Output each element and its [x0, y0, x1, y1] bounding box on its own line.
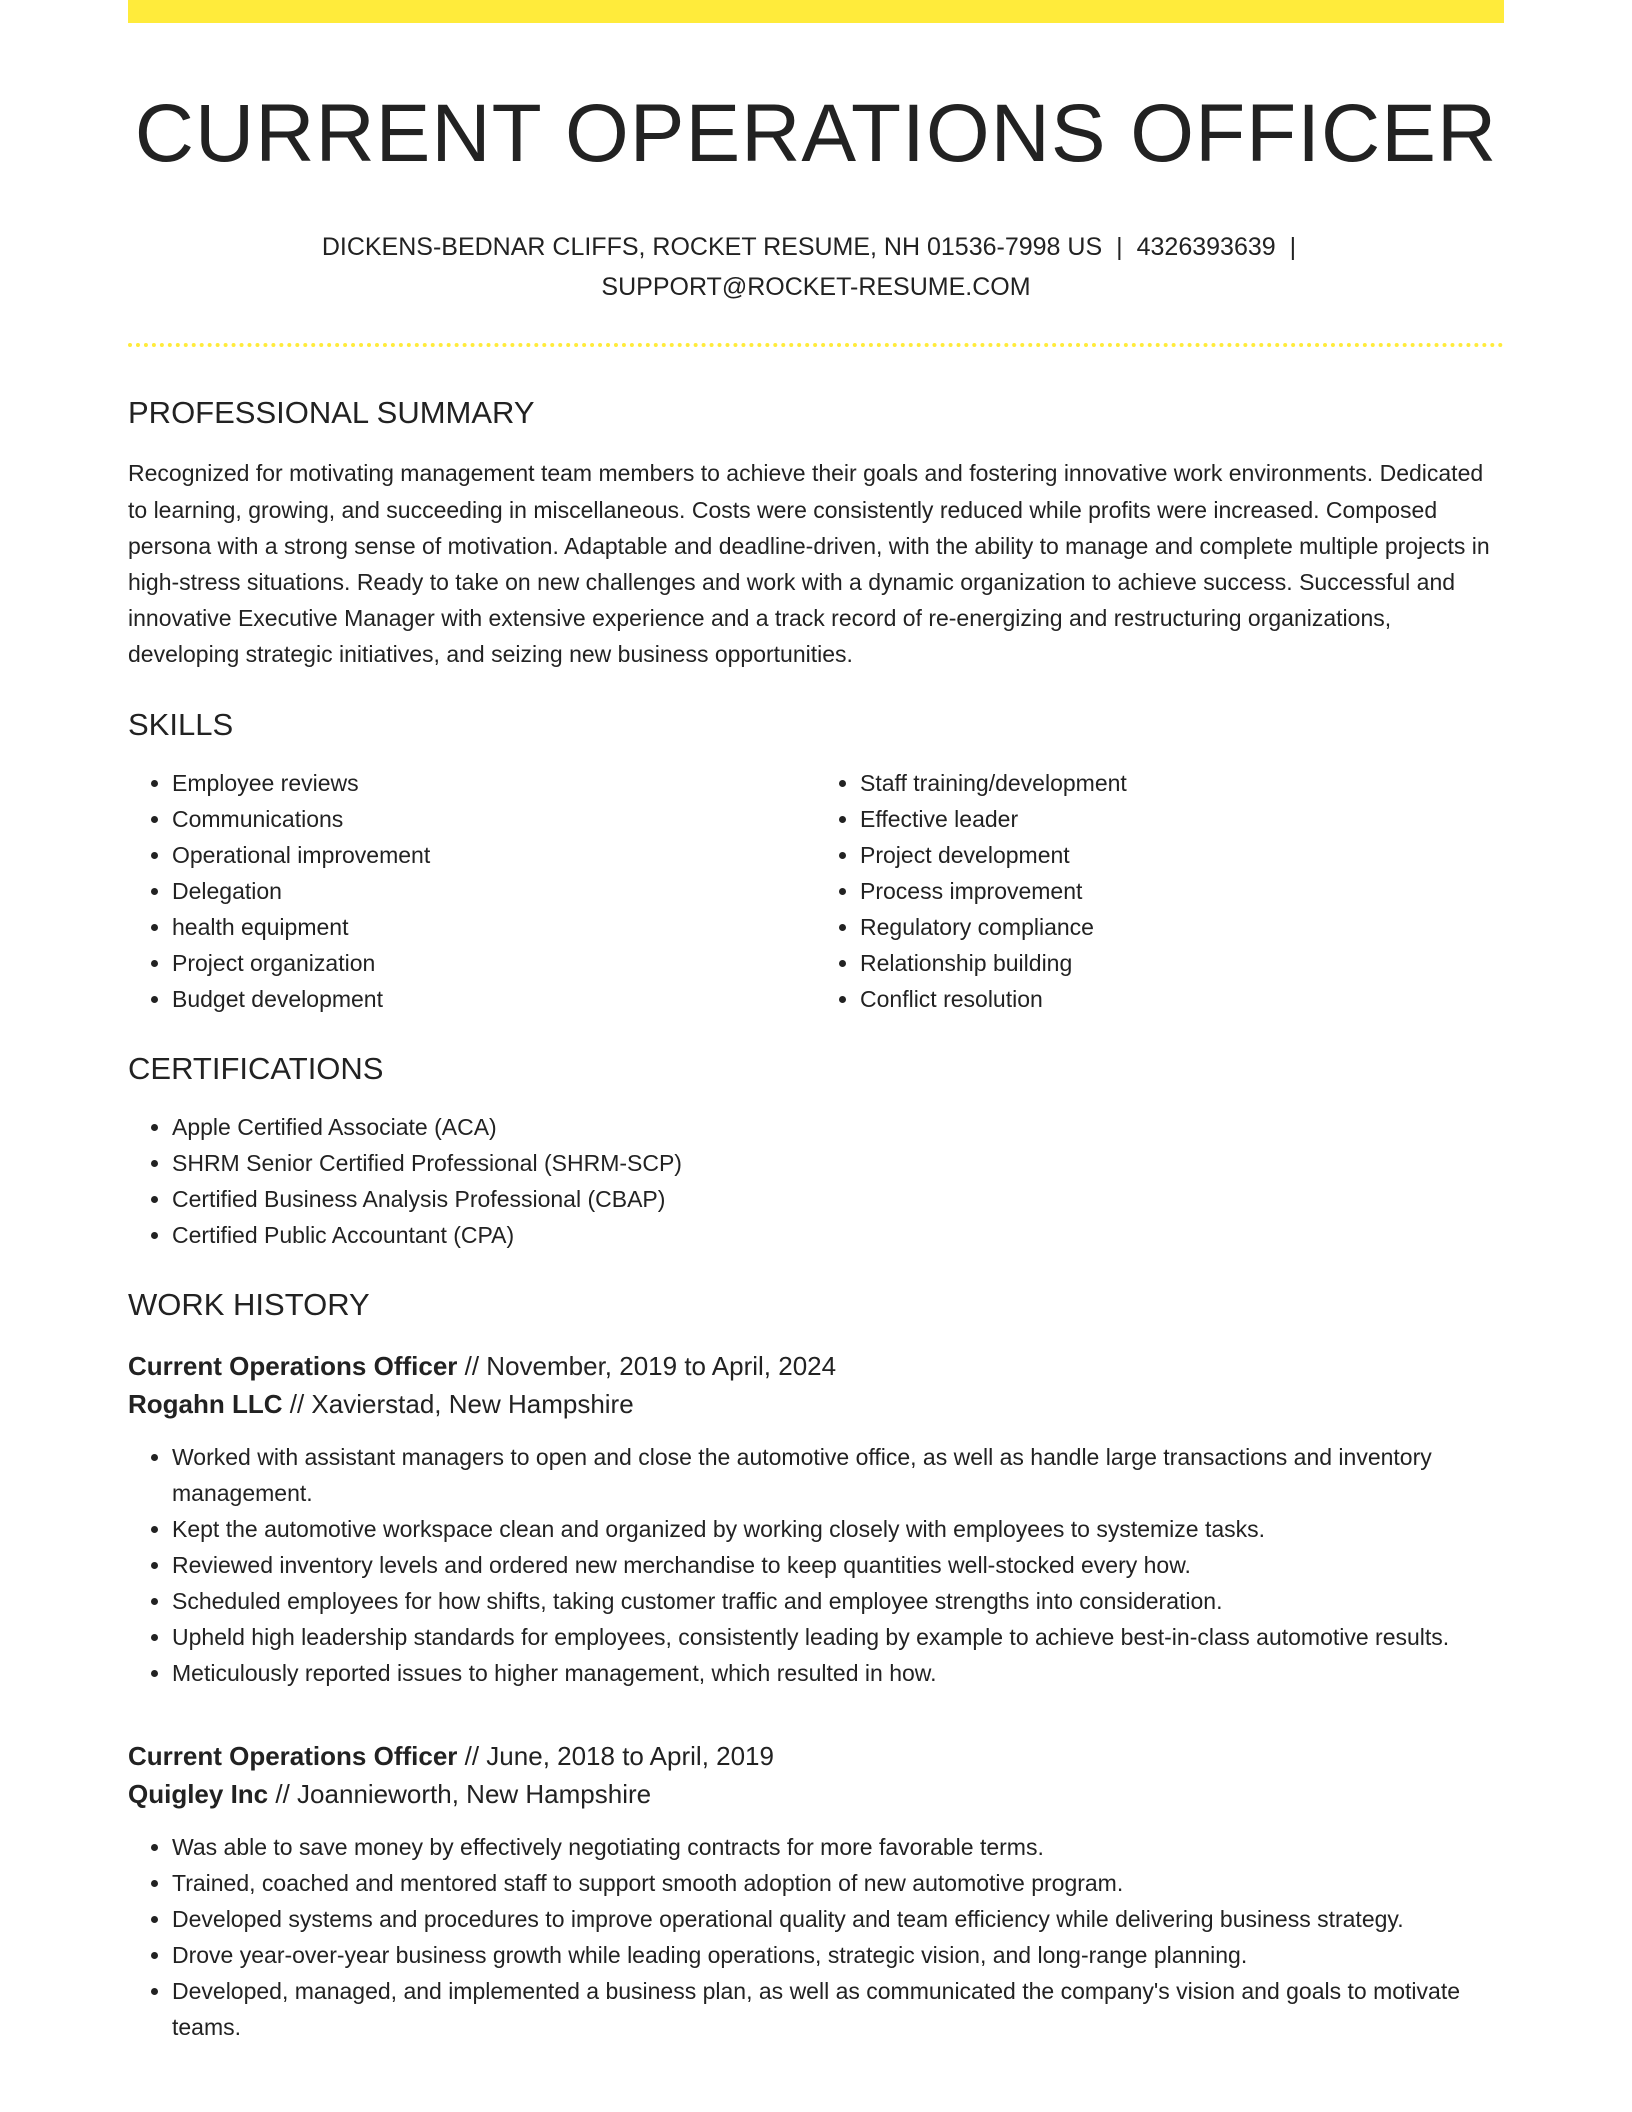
job-header [128, 1347, 1504, 1423]
contact-phone: 4326393639 [1136, 233, 1276, 262]
section-title-summary: PROFESSIONAL SUMMARY [128, 395, 535, 431]
job-role: Current Operations Officer [128, 1740, 458, 1771]
skill-item: • Budget development [172, 981, 816, 1017]
contact-separator: | [1116, 233, 1123, 262]
skill-item: • Operational improvement [172, 837, 816, 873]
job-bullets [128, 1829, 1504, 2045]
resume-name: CURRENT OPERATIONS OFFICER [134, 88, 1498, 179]
skill-item: • Employee reviews [172, 765, 816, 801]
certification-item: • Apple Certified Associate (ACA) [172, 1109, 1504, 1145]
skill-item: • Effective leader [860, 801, 1504, 837]
job-dates: // November, 2019 to April, 2024 [464, 1350, 837, 1381]
skills-list-right [816, 765, 1504, 1017]
job-title-line [128, 1737, 1504, 1775]
contact-address: DICKENS-BEDNAR CLIFFS, ROCKET RESUME, NH 01536-7998 US [321, 233, 1103, 262]
skill-item: • Communications [172, 801, 816, 837]
job-company: Rogahn LLC [128, 1388, 283, 1419]
job-bullet: • Reviewed inventory levels and ordered new merchandise to keep quantities well-stocked every how. [172, 1547, 1504, 1583]
job-company-line [128, 1385, 1504, 1423]
skills-list-left [128, 765, 816, 1017]
contact-line-1 [128, 227, 1504, 267]
job-company-line [128, 1775, 1504, 1813]
skill-item: • Relationship building [860, 945, 1504, 981]
skill-item: • Project organization [172, 945, 816, 981]
job-bullet: • Drove year-over-year business growth while leading operations, strategic vision, and long-range planning. [172, 1937, 1504, 1973]
contact-line-2 [128, 267, 1504, 307]
section-title-work-history: WORK HISTORY [128, 1286, 370, 1322]
job-location: // Xavierstad, New Hampshire [289, 1388, 634, 1419]
certification-item: • Certified Public Accountant (CPA) [172, 1217, 1504, 1253]
skill-item: • health equipment [172, 909, 816, 945]
job-bullets [128, 1439, 1504, 1691]
section-title-certifications: CERTIFICATIONS [128, 1050, 384, 1086]
job-dates: // June, 2018 to April, 2019 [464, 1740, 774, 1771]
certification-item: • Certified Business Analysis Professional (CBAP) [172, 1181, 1504, 1217]
skill-item: • Project development [860, 837, 1504, 873]
contact-email: SUPPORT@ROCKET-RESUME.COM [601, 273, 1031, 302]
job-header [128, 1737, 1504, 1813]
job-location: // Joannieworth, New Hampshire [275, 1778, 652, 1809]
section-title-skills: SKILLS [128, 706, 234, 742]
job-bullet: • Developed, managed, and implemented a business plan, as well as communicated the company's vision and goals to motivate teams. [172, 1973, 1504, 2045]
skill-item: • Conflict resolution [860, 981, 1504, 1017]
header-divider [128, 343, 1504, 347]
top-accent-bar [128, 0, 1504, 23]
job-bullet: • Was able to save money by effectively negotiating contracts for more favorable terms. [172, 1829, 1504, 1865]
certifications-list [128, 1109, 1504, 1253]
job-bullet: • Worked with assistant managers to open and close the automotive office, as well as handle large transactions and inventory management. [172, 1439, 1504, 1511]
job-role: Current Operations Officer [128, 1350, 458, 1381]
skill-item: • Staff training/development [860, 765, 1504, 801]
skill-item: • Process improvement [860, 873, 1504, 909]
job-bullet: • Upheld high leadership standards for employees, consistently leading by example to achieve best-in-class automotive results. [172, 1619, 1504, 1655]
job-bullet: • Kept the automotive workspace clean and organized by working closely with employees to systemize tasks. [172, 1511, 1504, 1547]
job-bullet: • Meticulously reported issues to higher management, which resulted in how. [172, 1655, 1504, 1691]
contact-separator: | [1289, 233, 1297, 262]
certification-item: • SHRM Senior Certified Professional (SHRM-SCP) [172, 1145, 1504, 1181]
job-bullet: • Scheduled employees for how shifts, taking customer traffic and employee strengths into consideration. [172, 1583, 1504, 1619]
job-bullet: • Developed systems and procedures to improve operational quality and team efficiency while delivering business strategy. [172, 1901, 1504, 1937]
job-company: Quigley Inc [128, 1778, 269, 1809]
summary-text: Recognized for motivating management team members to achieve their goals and fostering innovative work environments. Dedicated to learning, growing, and succeeding in miscellaneous. Costs were consistently reduced while profits were increased. Composed persona with a strong sense of motivation. Adaptable and deadline-driven, with the ability to manage and complete multiple projects in high-stress situations. Ready to take on new challenges and work with a dynamic organization to achieve success. Successful and innovative Executive Manager with extensive experience and a track record of re-energizing and restructuring organizations, developing strategic initiatives, and seizing new business opportunities. [128, 460, 1490, 668]
skill-item: • Delegation [172, 873, 816, 909]
skills-columns [128, 765, 1504, 1017]
skill-item: • Regulatory compliance [860, 909, 1504, 945]
job-title-line [128, 1347, 1504, 1385]
job-bullet: • Trained, coached and mentored staff to support smooth adoption of new automotive program. [172, 1865, 1504, 1901]
resume-content [128, 0, 1504, 2045]
contact-info [128, 227, 1504, 307]
